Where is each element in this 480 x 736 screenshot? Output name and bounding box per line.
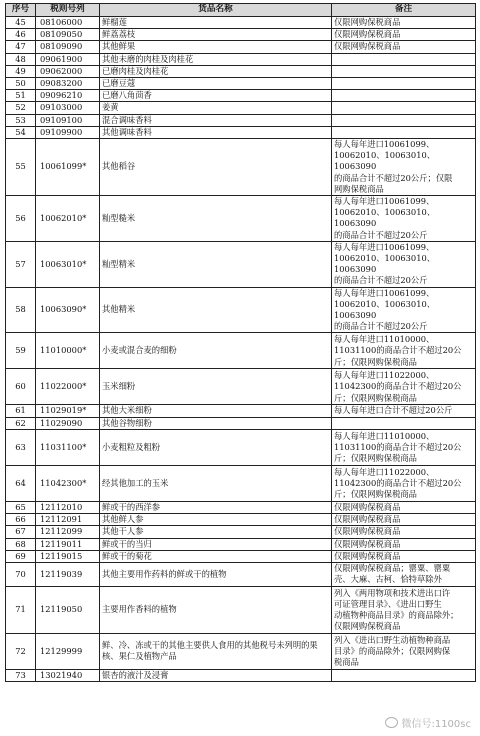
cell-seq: 73 xyxy=(6,669,36,681)
cell-goods-name: 籼型糙米 xyxy=(100,196,332,242)
cell-remarks xyxy=(332,669,476,681)
cell-goods-name: 鲜或干的菊花 xyxy=(100,550,332,562)
cell-seq: 68 xyxy=(6,538,36,550)
table-row xyxy=(6,514,476,526)
cell-seq: 67 xyxy=(6,526,36,538)
table-row xyxy=(6,465,476,501)
cell-seq: 65 xyxy=(6,501,36,513)
table-row xyxy=(6,41,476,53)
cell-goods-name: 鲜榴莲 xyxy=(100,17,332,29)
cell-tariff-code: 10063010* xyxy=(36,241,100,287)
cell-goods-name: 鲜或干的当归 xyxy=(100,538,332,550)
cell-remarks: 仅限网购保税商品 xyxy=(332,526,476,538)
cell-seq: 45 xyxy=(6,17,36,29)
cell-tariff-code: 09083200 xyxy=(36,78,100,90)
cell-remarks: 仅限网购保税商品 xyxy=(332,41,476,53)
table-row xyxy=(6,90,476,102)
cell-tariff-code: 11022000* xyxy=(36,369,100,405)
cell-seq: 51 xyxy=(6,90,36,102)
cell-tariff-code: 08106000 xyxy=(36,17,100,29)
cell-seq: 60 xyxy=(6,369,36,405)
table-row xyxy=(6,126,476,138)
table-row xyxy=(6,29,476,41)
cell-remarks: 每人每年进口10061099、 10062010、10063010、10063090 的商品合计不超过20公斤 xyxy=(332,287,476,333)
cell-goods-name: 籼型精米 xyxy=(100,241,332,287)
cell-tariff-code: 10063090* xyxy=(36,287,100,333)
table-body xyxy=(6,17,476,682)
cell-goods-name: 其他谷物细粉 xyxy=(100,417,332,429)
table-row xyxy=(6,53,476,65)
cell-remarks xyxy=(332,65,476,77)
wechat-watermark xyxy=(385,715,471,730)
cell-seq: 56 xyxy=(6,196,36,242)
cell-seq: 71 xyxy=(6,586,36,633)
cell-seq: 46 xyxy=(6,29,36,41)
cell-remarks: 每人每年进口11022000、 11042300的商品合计不超过20公 斤；仅限网购保税商品 xyxy=(332,369,476,405)
cell-goods-name: 其他精米 xyxy=(100,287,332,333)
cell-tariff-code: 12112091 xyxy=(36,514,100,526)
cell-seq: 54 xyxy=(6,126,36,138)
table-row xyxy=(6,65,476,77)
cell-goods-name: 小麦粗粒及粗粉 xyxy=(100,429,332,465)
cell-remarks: 每人每年进口11022000、 11042300的商品合计不超过20公 斤；仅限网购保税商品 xyxy=(332,465,476,501)
cell-goods-name: 鲜或干的西洋参 xyxy=(100,501,332,513)
cell-seq: 62 xyxy=(6,417,36,429)
cell-tariff-code: 11029019* xyxy=(36,405,100,417)
cell-tariff-code: 08109090 xyxy=(36,41,100,53)
cell-tariff-code: 10062010* xyxy=(36,196,100,242)
cell-seq: 57 xyxy=(6,241,36,287)
header-seq: 序号 xyxy=(6,4,36,17)
cell-tariff-code: 09062000 xyxy=(36,65,100,77)
cell-goods-name: 姜黄 xyxy=(100,102,332,114)
cell-remarks: 仅限网购保税商品 xyxy=(332,17,476,29)
cell-seq: 72 xyxy=(6,633,36,669)
cell-tariff-code: 09109900 xyxy=(36,126,100,138)
cell-goods-name: 其他调味香料 xyxy=(100,126,332,138)
cell-tariff-code: 10061099* xyxy=(36,139,100,196)
cell-remarks: 仅限网购保税商品 xyxy=(332,29,476,41)
cell-remarks: 仅限网购保税商品；罂粟、罂粟 壳、大麻、古柯、恰特草除外 xyxy=(332,562,476,586)
cell-remarks: 每人每年进口11010000、 11031100的商品合计不超过20公 斤；仅限网购保税商品 xyxy=(332,333,476,369)
cell-remarks: 列入《进出口野生动植物种商品 目录》的商品除外；仅限网购保 税商品 xyxy=(332,633,476,669)
table-row xyxy=(6,633,476,669)
cell-goods-name: 经其他加工的玉米 xyxy=(100,465,332,501)
cell-seq: 59 xyxy=(6,333,36,369)
tariff-goods-table-sheet xyxy=(5,3,475,682)
cell-remarks: 仅限网购保税商品 xyxy=(332,550,476,562)
table-row xyxy=(6,196,476,242)
cell-tariff-code: 09061900 xyxy=(36,53,100,65)
cell-seq: 50 xyxy=(6,78,36,90)
table-row xyxy=(6,429,476,465)
table-row xyxy=(6,669,476,681)
cell-remarks xyxy=(332,53,476,65)
cell-seq: 53 xyxy=(6,114,36,126)
table-row xyxy=(6,405,476,417)
cell-remarks: 仅限网购保税商品 xyxy=(332,538,476,550)
cell-seq: 49 xyxy=(6,65,36,77)
cell-goods-name: 鲜荔荔枝 xyxy=(100,29,332,41)
cell-seq: 70 xyxy=(6,562,36,586)
table-row xyxy=(6,287,476,333)
table-row xyxy=(6,139,476,196)
cell-remarks: 每人每年进口10061099、 10062010、10063010、10063090 的商品合计不超过20公斤 xyxy=(332,196,476,242)
cell-tariff-code: 12119050 xyxy=(36,586,100,633)
table-row xyxy=(6,417,476,429)
cell-remarks: 每人每年进口合计不超过20公斤 xyxy=(332,405,476,417)
cell-goods-name: 其他鲜人参 xyxy=(100,514,332,526)
cell-seq: 48 xyxy=(6,53,36,65)
cell-goods-name: 其他鲜果 xyxy=(100,41,332,53)
header-tariff-code: 税则号列 xyxy=(36,4,100,17)
table-row xyxy=(6,102,476,114)
cell-seq: 47 xyxy=(6,41,36,53)
cell-remarks xyxy=(332,417,476,429)
cell-remarks: 每人每年进口10061099、 10062010、10063010、10063090 的商品合计不超过20公斤；仅限 网购保税商品 xyxy=(332,139,476,196)
table-row xyxy=(6,550,476,562)
cell-remarks: 每人每年进口11010000、 11031100的商品合计不超过20公 斤；仅限网购保税商品 xyxy=(332,429,476,465)
cell-goods-name: 已磨八角茴香 xyxy=(100,90,332,102)
table-row xyxy=(6,526,476,538)
cell-tariff-code: 12119015 xyxy=(36,550,100,562)
cell-goods-name: 已磨肉桂及肉桂花 xyxy=(100,65,332,77)
cell-tariff-code: 12119039 xyxy=(36,562,100,586)
cell-goods-name: 银杏的液汁及浸膏 xyxy=(100,669,332,681)
cell-tariff-code: 11029090 xyxy=(36,417,100,429)
cell-tariff-code: 12119011 xyxy=(36,538,100,550)
cell-tariff-code: 12129999 xyxy=(36,633,100,669)
cell-remarks: 列入《两用物项和技术进出口许 可证管理目录》、《进出口野生 动植物种商品目录》的商品除外； 仅限网购保税商品 xyxy=(332,586,476,633)
cell-seq: 66 xyxy=(6,514,36,526)
cell-tariff-code: 11031100* xyxy=(36,429,100,465)
cell-seq: 55 xyxy=(6,139,36,196)
cell-remarks xyxy=(332,114,476,126)
cell-tariff-code: 13021940 xyxy=(36,669,100,681)
cell-goods-name: 其他稻谷 xyxy=(100,139,332,196)
cell-goods-name: 混合调味香料 xyxy=(100,114,332,126)
table-row xyxy=(6,78,476,90)
table-row xyxy=(6,114,476,126)
table-row xyxy=(6,17,476,29)
cell-tariff-code: 11042300* xyxy=(36,465,100,501)
header-goods-name: 货品名称 xyxy=(100,4,332,17)
cell-seq: 58 xyxy=(6,287,36,333)
cell-tariff-code: 11010000* xyxy=(36,333,100,369)
cell-remarks: 仅限网购保税商品 xyxy=(332,514,476,526)
cell-tariff-code: 12112099 xyxy=(36,526,100,538)
cell-seq: 63 xyxy=(6,429,36,465)
cell-goods-name: 已磨豆蔻 xyxy=(100,78,332,90)
cell-goods-name: 其他大米细粉 xyxy=(100,405,332,417)
table-row xyxy=(6,501,476,513)
wechat-logo-icon xyxy=(385,717,398,728)
cell-remarks xyxy=(332,78,476,90)
cell-seq: 64 xyxy=(6,465,36,501)
cell-goods-name: 其他未磨的肉桂及肉桂花 xyxy=(100,53,332,65)
cell-goods-name: 玉米细粉 xyxy=(100,369,332,405)
cell-remarks xyxy=(332,102,476,114)
table-row xyxy=(6,369,476,405)
table-row xyxy=(6,562,476,586)
cell-tariff-code: 09096210 xyxy=(36,90,100,102)
table-row xyxy=(6,241,476,287)
cell-goods-name: 主要用作香料的植物 xyxy=(100,586,332,633)
cell-goods-name: 小麦或混合麦的细粉 xyxy=(100,333,332,369)
cell-tariff-code: 09103000 xyxy=(36,102,100,114)
cell-seq: 61 xyxy=(6,405,36,417)
cell-remarks: 仅限网购保税商品 xyxy=(332,501,476,513)
table-header-row xyxy=(6,4,476,17)
watermark-text: 微信号:1100sc xyxy=(401,719,471,730)
header-remarks: 备注 xyxy=(332,4,476,17)
cell-remarks: 每人每年进口10061099、 10062010、10063010、10063090 的商品合计不超过20公斤 xyxy=(332,241,476,287)
cell-goods-name: 鲜、冷、冻或干的其他主要供人食用的其他税号未列明的果核、果仁及植物产品 xyxy=(100,633,332,669)
cell-goods-name: 其他干人参 xyxy=(100,526,332,538)
cell-tariff-code: 08109050 xyxy=(36,29,100,41)
cell-remarks xyxy=(332,126,476,138)
cell-tariff-code: 12112010 xyxy=(36,501,100,513)
cell-tariff-code: 09109100 xyxy=(36,114,100,126)
cell-goods-name: 其他主要用作药料的鲜或干的植物 xyxy=(100,562,332,586)
cell-seq: 52 xyxy=(6,102,36,114)
cell-remarks xyxy=(332,90,476,102)
goods-table xyxy=(5,3,476,682)
cell-seq: 69 xyxy=(6,550,36,562)
table-row xyxy=(6,586,476,633)
table-row xyxy=(6,333,476,369)
table-row xyxy=(6,538,476,550)
